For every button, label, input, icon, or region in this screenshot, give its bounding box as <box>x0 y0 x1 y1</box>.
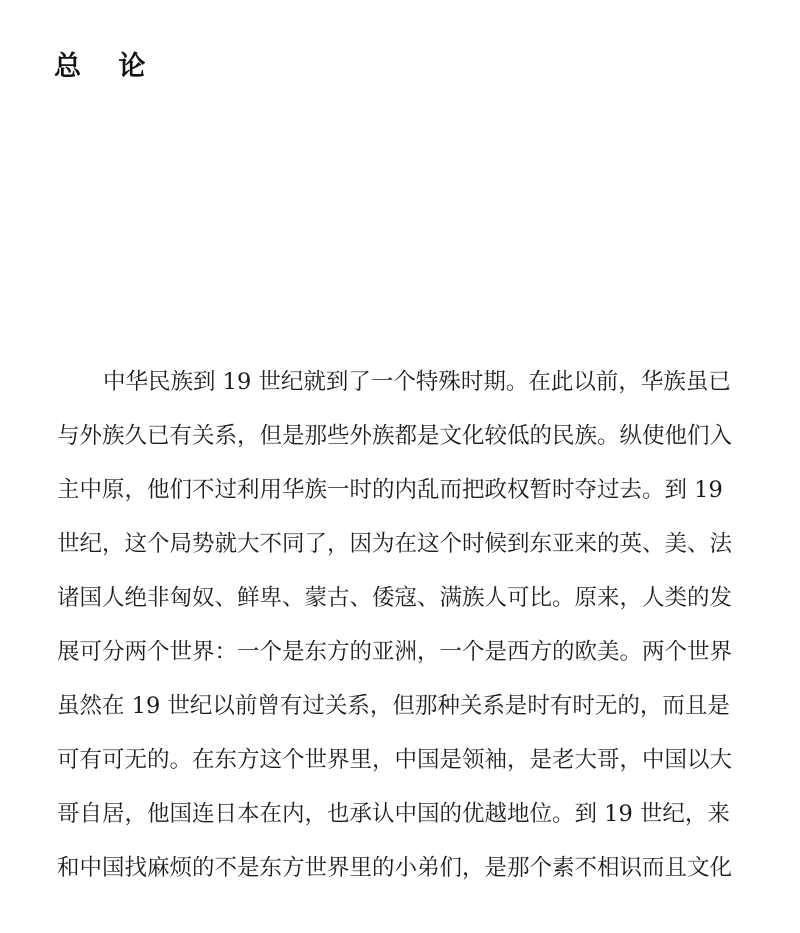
paragraph-line: 主中原，他们不过利用华族一时的内乱而把政权暂时夺过去。到 19 <box>57 477 723 503</box>
paragraph-line: 哥自居，他国连日本在内，也承认中国的优越地位。到 19 世纪，来 <box>57 801 730 827</box>
paragraph-line: 诸国人绝非匈奴、鲜卑、蒙古、倭寇、满族人可比。原来，人类的发 <box>57 585 733 611</box>
chapter-title: 总 论 <box>54 51 160 82</box>
paragraph-line: 中华民族到 19 世纪就到了一个特殊时期。在此以前，华族虽已 <box>103 369 731 395</box>
paragraph-line: 与外族久已有关系，但是那些外族都是文化较低的民族。纵使他们入 <box>57 423 733 449</box>
paragraph-line: 可有可无的。在东方这个世界里，中国是领袖，是老大哥，中国以大 <box>57 747 733 773</box>
paragraph-line: 世纪，这个局势就大不同了，因为在这个时候到东亚来的英、美、法 <box>57 531 733 557</box>
paragraph-line: 和中国找麻烦的不是东方世界里的小弟们，是那个素不相识而且文化 <box>57 855 733 881</box>
paragraph-line: 展可分两个世界：一个是东方的亚洲，一个是西方的欧美。两个世界 <box>57 639 733 665</box>
body-paragraph <box>57 362 757 902</box>
paragraph-line: 虽然在 19 世纪以前曾有过关系，但那种关系是时有时无的，而且是 <box>57 693 730 719</box>
